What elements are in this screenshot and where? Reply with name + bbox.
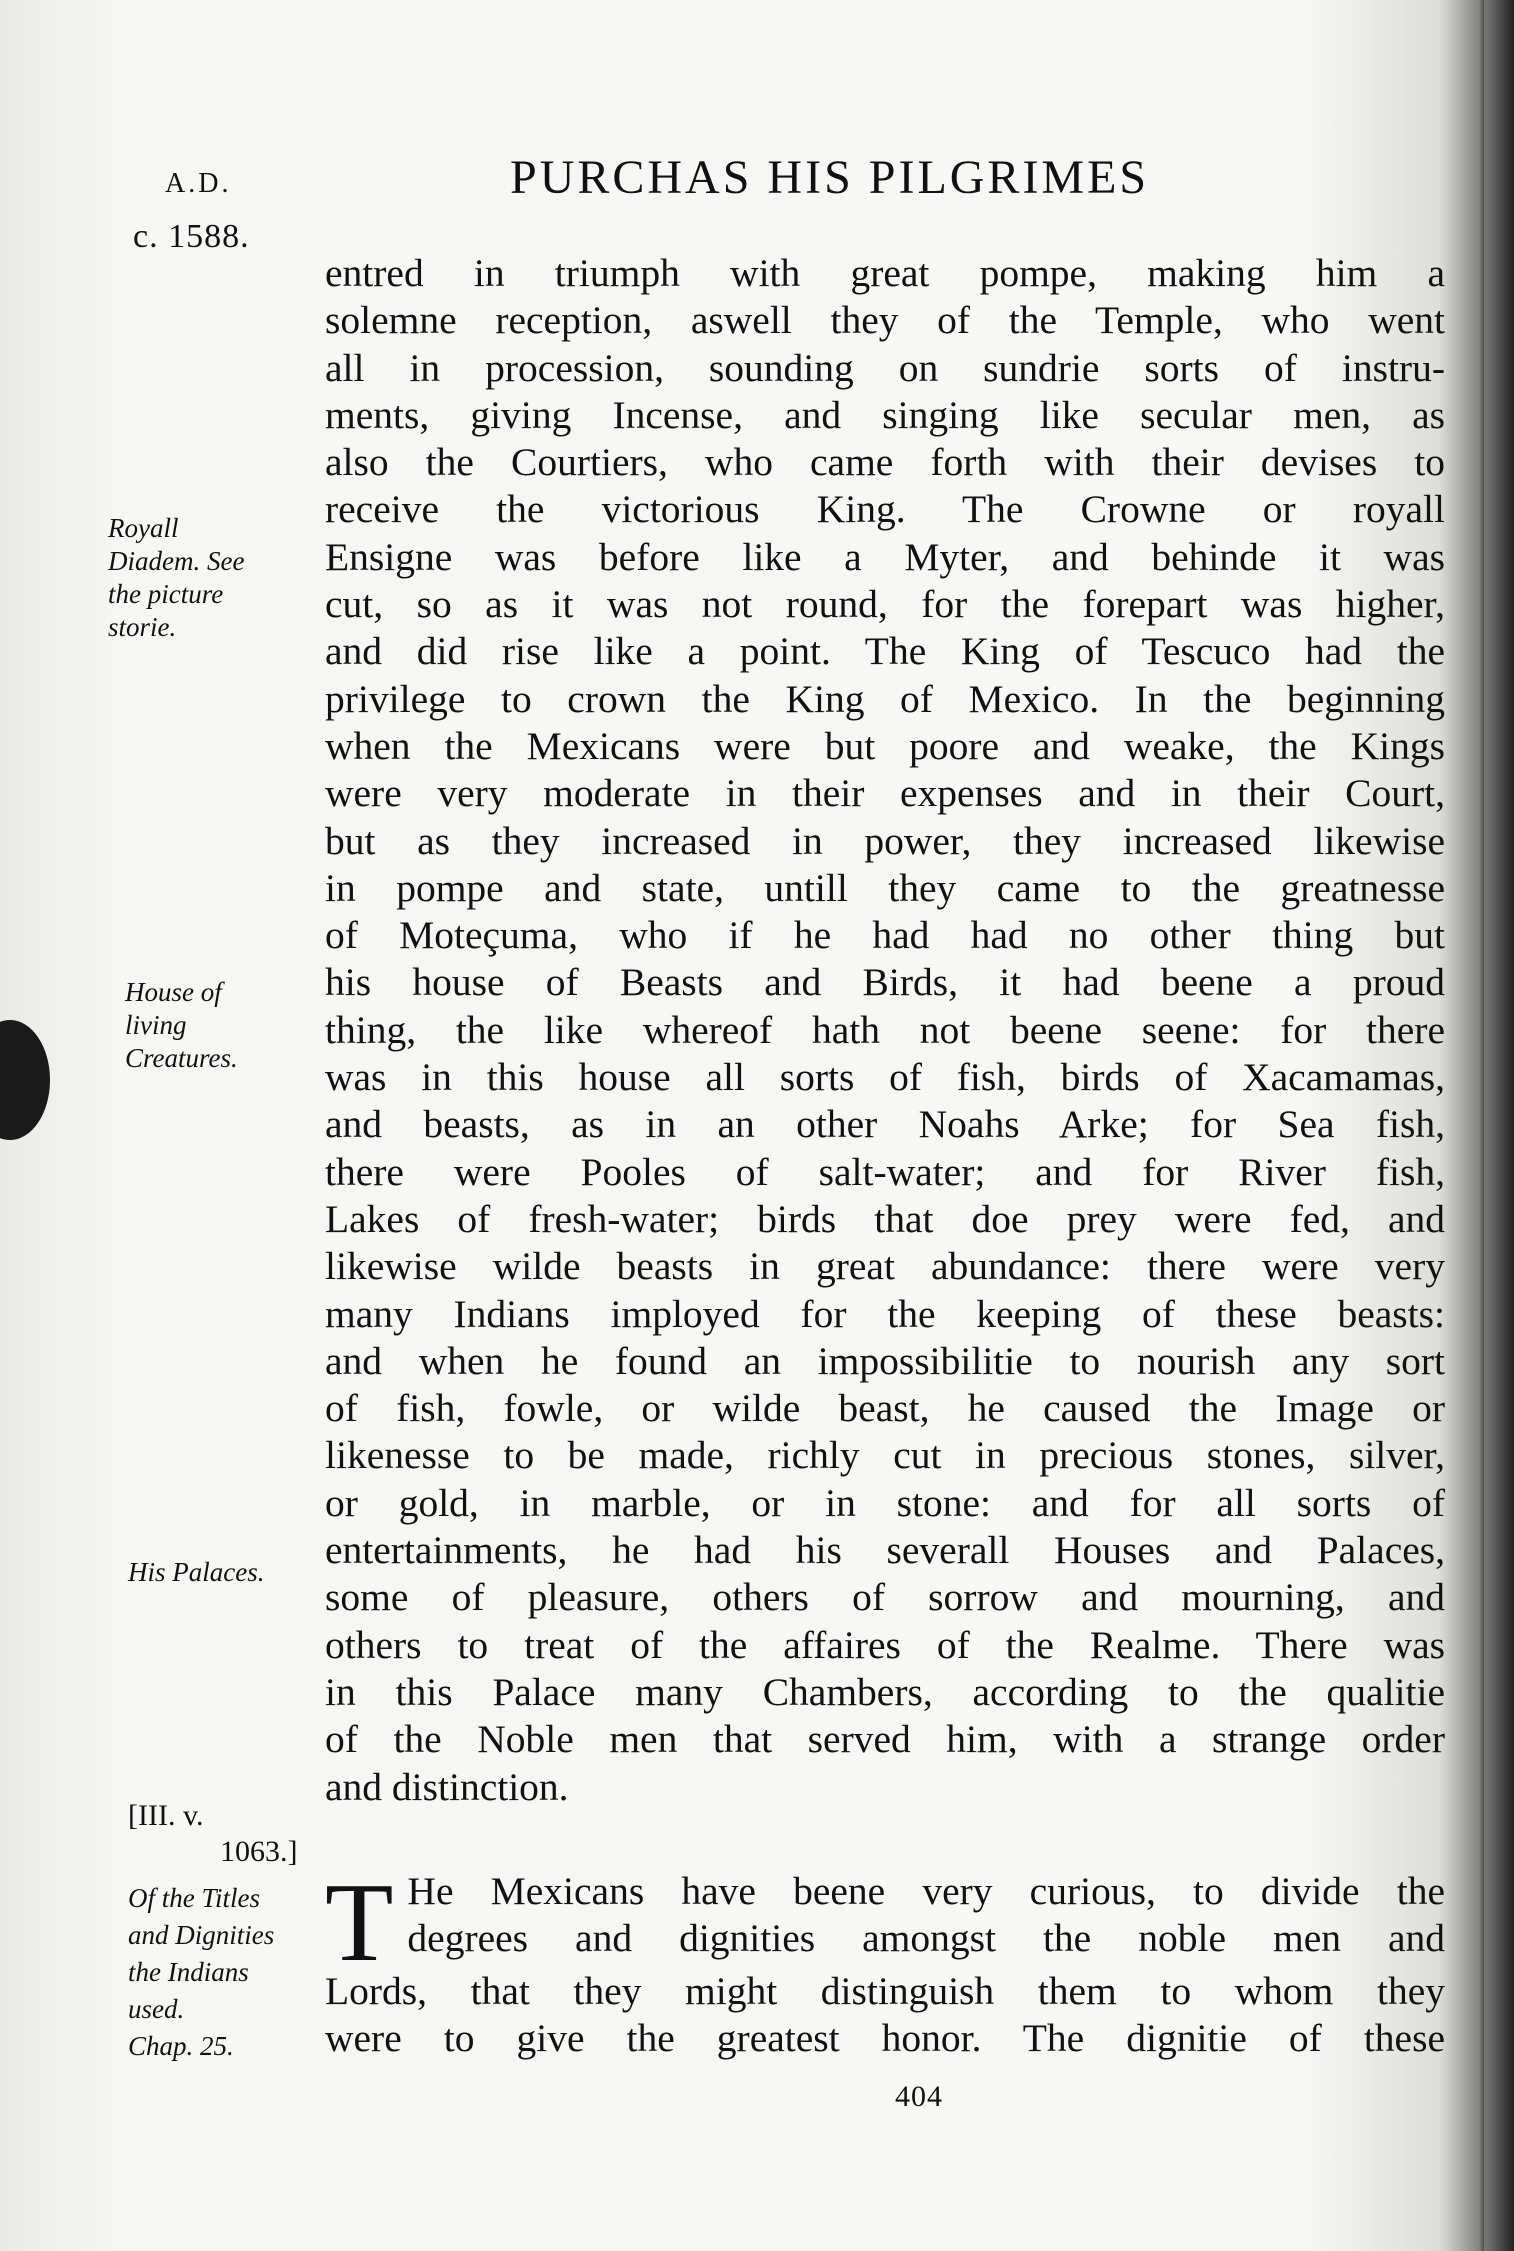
- margin-note-house-creatures: [125, 976, 238, 1075]
- margin-note-line: storie.: [108, 612, 177, 642]
- margin-note-line: Royall: [108, 513, 179, 543]
- margin-reference: [128, 1798, 328, 1870]
- paragraph-1: [325, 250, 1445, 1811]
- text-line: ments, giving Incense, and singing like secular men, as: [325, 392, 1445, 437]
- text-line: but as they increased in power, they increased likewise: [325, 818, 1445, 863]
- paragraph-gap: [325, 1811, 1445, 1868]
- text-line: in this Palace many Chambers, according to the qualitie: [325, 1669, 1445, 1714]
- text-line: others to treat of the affaires of the Realme. There was: [325, 1622, 1445, 1667]
- margin-note-line: House of: [125, 977, 222, 1007]
- margin-note-titles: [128, 1880, 274, 2065]
- margin-note-line: the Indians: [128, 1957, 249, 1987]
- text-line: He Mexicans have beene very curious, to divide the: [407, 1868, 1445, 1913]
- text-line: of fish, fowle, or wilde beast, he caused the Image or: [325, 1386, 1445, 1431]
- margin-note-line: used.: [128, 1994, 185, 2024]
- margin-ref-line: 1063.]: [220, 1835, 298, 1868]
- text-line: his house of Beasts and Birds, it had beene a proud: [325, 960, 1445, 1005]
- body-text: [325, 250, 1445, 2062]
- text-line: were to give the greatest honor. The dignitie of these: [325, 2016, 1445, 2061]
- header-year: c. 1588.: [133, 218, 250, 255]
- page-number: 404: [895, 2080, 943, 2113]
- text-line: were very moderate in their expenses and in their Court,: [325, 771, 1445, 816]
- text-line: in pompe and state, untill they came to the greatnesse: [325, 865, 1445, 910]
- text-line: degrees and dignities amongst the noble men and: [407, 1916, 1445, 1961]
- margin-note-palaces: [128, 1556, 264, 1589]
- text-line: of Moteçuma, who if he had had no other thing but: [325, 913, 1445, 958]
- running-title: PURCHAS HIS PILGRIMES: [510, 151, 1150, 204]
- text-line: all in procession, sounding on sundrie sorts of instru-: [325, 345, 1445, 390]
- margin-note-line: Creatures.: [125, 1043, 238, 1073]
- text-line: receive the victorious King. The Crowne or royall: [325, 487, 1445, 532]
- text-line: privilege to crown the King of Mexico. In the beginning: [325, 676, 1445, 721]
- text-line: likenesse to be made, richly cut in precious stones, silver,: [325, 1433, 1445, 1478]
- text-line: also the Courtiers, who came forth with their devises to: [325, 440, 1445, 485]
- text-line: entertainments, he had his severall Houses and Palaces,: [325, 1528, 1445, 1573]
- margin-note-line: Diadem. See: [108, 546, 245, 576]
- text-line: thing, the like whereof hath not beene seene: for there: [325, 1007, 1445, 1052]
- text-line: Lords, that they might distinguish them to whom they: [325, 1968, 1445, 2013]
- drop-cap: T: [325, 1860, 394, 1985]
- margin-note-line: His Palaces.: [128, 1557, 265, 1587]
- paragraph-2: [325, 1860, 1445, 2063]
- text-line: entred in triumph with great pompe, making him a: [325, 251, 1445, 295]
- text-line: when the Mexicans were but poore and weake, the Kings: [325, 723, 1445, 768]
- margin-note-line: living: [125, 1010, 187, 1040]
- text-line: likewise wilde beasts in great abundance: there were very: [325, 1244, 1445, 1289]
- text-line: solemne reception, aswell they of the Temple, who went: [325, 298, 1445, 343]
- margin-note-line: Chap. 25.: [128, 2031, 234, 2061]
- header-ad-label: A.D.: [165, 168, 232, 199]
- text-line: and distinction.: [325, 1764, 569, 1809]
- margin-note-line: the picture: [108, 579, 224, 609]
- text-line: there were Pooles of salt-water; and for River fish,: [325, 1149, 1445, 1194]
- margin-note-line: Of the Titles: [128, 1883, 261, 1913]
- text-line: Lakes of fresh-water; birds that doe prey were fed, and: [325, 1196, 1445, 1241]
- book-spine-edge: [1478, 0, 1484, 2251]
- text-line: Ensigne was before like a Myter, and behinde it was: [325, 534, 1445, 579]
- margin-ref-line: [III. v.: [128, 1799, 204, 1832]
- text-line: many Indians imployed for the keeping of these beasts:: [325, 1291, 1445, 1336]
- text-line: of the Noble men that served him, with a strange order: [325, 1717, 1445, 1762]
- text-line: cut, so as it was not round, for the forepart was higher,: [325, 582, 1445, 627]
- margin-note-royall-diadem: [108, 512, 244, 644]
- margin-note-line: and Dignities: [128, 1920, 275, 1950]
- text-line: and did rise like a point. The King of Tescuco had the: [325, 629, 1445, 674]
- text-line: was in this house all sorts of fish, birds of Xacamamas,: [325, 1055, 1445, 1100]
- text-line: and when he found an impossibilitie to nourish any sort: [325, 1338, 1445, 1383]
- text-line: some of pleasure, others of sorrow and mourning, and: [325, 1575, 1445, 1620]
- text-line: and beasts, as in an other Noahs Arke; for Sea fish,: [325, 1102, 1445, 1147]
- text-line: or gold, in marble, or in stone: and for all sorts of: [325, 1480, 1445, 1525]
